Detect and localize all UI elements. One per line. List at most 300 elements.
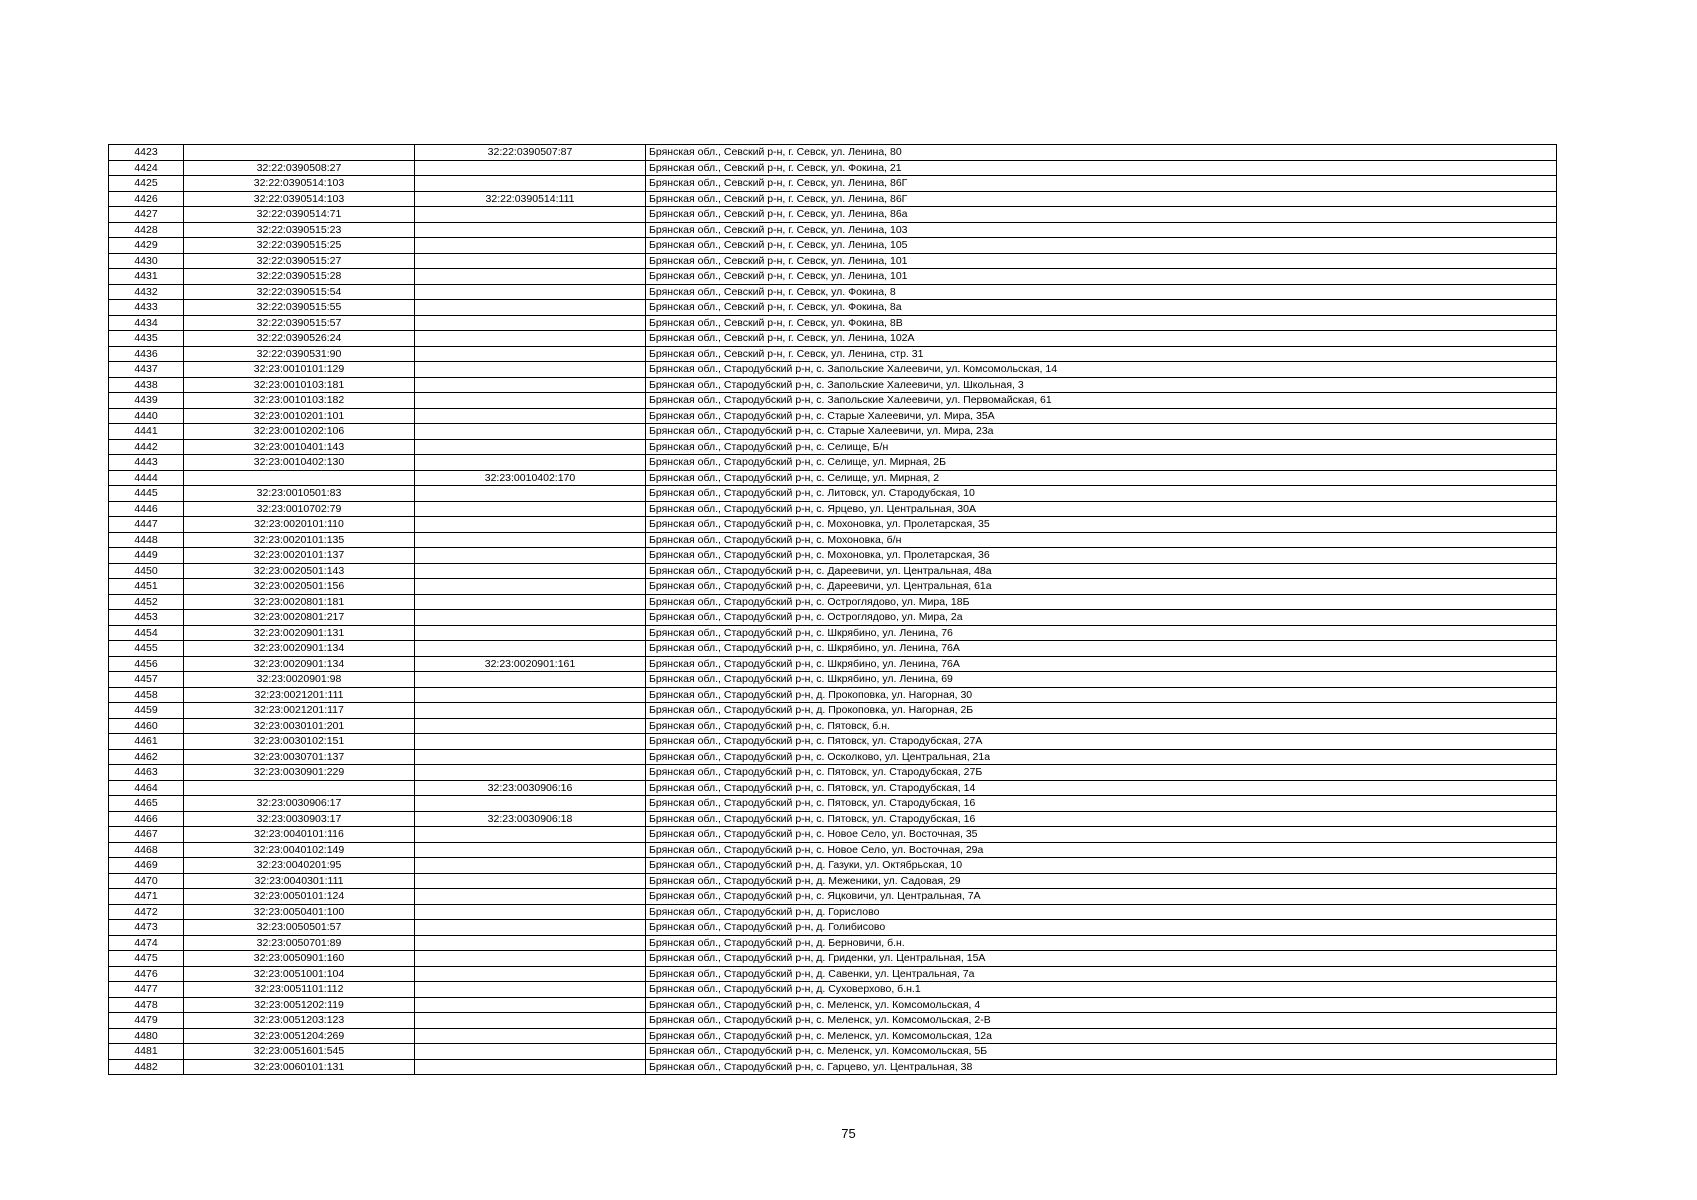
row-number-cell: 4442 xyxy=(109,439,184,455)
table-row xyxy=(109,160,1557,176)
cadastral-number-cell: 32:23:0040301:111 xyxy=(184,873,415,889)
table-row xyxy=(109,873,1557,889)
row-number-cell: 4453 xyxy=(109,610,184,626)
address-cell: Брянская обл., Севский р-н, г. Севск, ул. Ленина, 105 xyxy=(646,238,1557,254)
address-cell: Брянская обл., Стародубский р-н, д. Газуки, ул. Октябрьская, 10 xyxy=(646,858,1557,874)
building-cadastral-number-cell xyxy=(415,563,646,579)
row-number-cell: 4449 xyxy=(109,548,184,564)
table-row xyxy=(109,858,1557,874)
table-row xyxy=(109,672,1557,688)
address-cell: Брянская обл., Стародубский р-н, с. Яцковичи, ул. Центральная, 7А xyxy=(646,889,1557,905)
cadastral-number-cell: 32:23:0010103:181 xyxy=(184,377,415,393)
cadastral-number-cell: 32:22:0390515:55 xyxy=(184,300,415,316)
building-cadastral-number-cell xyxy=(415,672,646,688)
table-row xyxy=(109,842,1557,858)
address-cell: Брянская обл., Стародубский р-н, д. Прокоповка, ул. Нагорная, 2Б xyxy=(646,703,1557,719)
building-cadastral-number-cell xyxy=(415,486,646,502)
building-cadastral-number-cell xyxy=(415,858,646,874)
address-cell: Брянская обл., Стародубский р-н, с. Литовск, ул. Стародубская, 10 xyxy=(646,486,1557,502)
cadastral-number-cell: 32:22:0390508:27 xyxy=(184,160,415,176)
address-cell: Брянская обл., Стародубский р-н, с. Пятовск, ул. Стародубская, 14 xyxy=(646,780,1557,796)
address-cell: Брянская обл., Стародубский р-н, д. Меженики, ул. Садовая, 29 xyxy=(646,873,1557,889)
row-number-cell: 4434 xyxy=(109,315,184,331)
building-cadastral-number-cell xyxy=(415,1059,646,1075)
table-row xyxy=(109,780,1557,796)
address-cell: Брянская обл., Стародубский р-н, с. Пятовск, ул. Стародубская, 27Б xyxy=(646,765,1557,781)
row-number-cell: 4435 xyxy=(109,331,184,347)
row-number-cell: 4477 xyxy=(109,982,184,998)
table-row xyxy=(109,734,1557,750)
building-cadastral-number-cell xyxy=(415,408,646,424)
address-cell: Брянская обл., Стародубский р-н, д. Берновичи, б.н. xyxy=(646,935,1557,951)
address-cell: Брянская обл., Севский р-н, г. Севск, ул. Ленина, 86Г xyxy=(646,191,1557,207)
address-cell: Брянская обл., Стародубский р-н, с. Осколково, ул. Центральная, 21а xyxy=(646,749,1557,765)
row-number-cell: 4475 xyxy=(109,951,184,967)
row-number-cell: 4446 xyxy=(109,501,184,517)
registry-table xyxy=(108,144,1557,1075)
address-cell: Брянская обл., Стародубский р-н, с. Запольские Халеевичи, ул. Школьная, 3 xyxy=(646,377,1557,393)
row-number-cell: 4476 xyxy=(109,966,184,982)
address-cell: Брянская обл., Стародубский р-н, с. Меленск, ул. Комсомольская, 12а xyxy=(646,1028,1557,1044)
row-number-cell: 4480 xyxy=(109,1028,184,1044)
address-cell: Брянская обл., Стародубский р-н, д. Голибисово xyxy=(646,920,1557,936)
row-number-cell: 4481 xyxy=(109,1044,184,1060)
address-cell: Брянская обл., Стародубский р-н, с. Гарцево, ул. Центральная, 38 xyxy=(646,1059,1557,1075)
row-number-cell: 4473 xyxy=(109,920,184,936)
table-row xyxy=(109,1044,1557,1060)
table-row xyxy=(109,455,1557,471)
row-number-cell: 4436 xyxy=(109,346,184,362)
building-cadastral-number-cell xyxy=(415,501,646,517)
building-cadastral-number-cell: 32:22:0390507:87 xyxy=(415,145,646,161)
row-number-cell: 4450 xyxy=(109,563,184,579)
address-cell: Брянская обл., Севский р-н, г. Севск, ул. Ленина, стр. 31 xyxy=(646,346,1557,362)
table-row xyxy=(109,300,1557,316)
address-cell: Брянская обл., Стародубский р-н, с. Остроглядово, ул. Мира, 18Б xyxy=(646,594,1557,610)
row-number-cell: 4433 xyxy=(109,300,184,316)
address-cell: Брянская обл., Севский р-н, г. Севск, ул. Ленина, 80 xyxy=(646,145,1557,161)
building-cadastral-number-cell xyxy=(415,238,646,254)
cadastral-number-cell: 32:23:0051001:104 xyxy=(184,966,415,982)
table-row xyxy=(109,765,1557,781)
address-cell: Брянская обл., Стародубский р-н, с. Меленск, ул. Комсомольская, 5Б xyxy=(646,1044,1557,1060)
cadastral-number-cell: 32:23:0010202:106 xyxy=(184,424,415,440)
table-row xyxy=(109,346,1557,362)
table-row xyxy=(109,982,1557,998)
table-row xyxy=(109,827,1557,843)
row-number-cell: 4468 xyxy=(109,842,184,858)
row-number-cell: 4448 xyxy=(109,532,184,548)
table-row xyxy=(109,501,1557,517)
building-cadastral-number-cell xyxy=(415,1044,646,1060)
row-number-cell: 4458 xyxy=(109,687,184,703)
row-number-cell: 4440 xyxy=(109,408,184,424)
table-row xyxy=(109,362,1557,378)
building-cadastral-number-cell xyxy=(415,827,646,843)
building-cadastral-number-cell xyxy=(415,439,646,455)
table-row xyxy=(109,222,1557,238)
building-cadastral-number-cell xyxy=(415,765,646,781)
cadastral-number-cell: 32:22:0390515:57 xyxy=(184,315,415,331)
address-cell: Брянская обл., Стародубский р-н, с. Шкрябино, ул. Ленина, 69 xyxy=(646,672,1557,688)
cadastral-number-cell: 32:23:0051202:119 xyxy=(184,997,415,1013)
cadastral-number-cell: 32:23:0010402:130 xyxy=(184,455,415,471)
table-row xyxy=(109,687,1557,703)
address-cell: Брянская обл., Стародубский р-н, д. Горислово xyxy=(646,904,1557,920)
address-cell: Брянская обл., Стародубский р-н, с. Пятовск, б.н. xyxy=(646,718,1557,734)
table-row xyxy=(109,470,1557,486)
building-cadastral-number-cell xyxy=(415,455,646,471)
row-number-cell: 4438 xyxy=(109,377,184,393)
row-number-cell: 4432 xyxy=(109,284,184,300)
address-cell: Брянская обл., Стародубский р-н, с. Дареевичи, ул. Центральная, 61а xyxy=(646,579,1557,595)
building-cadastral-number-cell xyxy=(415,393,646,409)
address-cell: Брянская обл., Стародубский р-н, с. Остроглядово, ул. Мира, 2а xyxy=(646,610,1557,626)
building-cadastral-number-cell xyxy=(415,687,646,703)
building-cadastral-number-cell xyxy=(415,160,646,176)
cadastral-number-cell: 32:23:0030102:151 xyxy=(184,734,415,750)
building-cadastral-number-cell xyxy=(415,222,646,238)
building-cadastral-number-cell: 32:22:0390514:111 xyxy=(415,191,646,207)
cadastral-number-cell: 32:23:0010702:79 xyxy=(184,501,415,517)
table-row xyxy=(109,920,1557,936)
building-cadastral-number-cell xyxy=(415,253,646,269)
cadastral-number-cell: 32:23:0020801:181 xyxy=(184,594,415,610)
address-cell: Брянская обл., Стародубский р-н, с. Старые Халеевичи, ул. Мира, 23а xyxy=(646,424,1557,440)
row-number-cell: 4460 xyxy=(109,718,184,734)
address-cell: Брянская обл., Стародубский р-н, с. Шкрябино, ул. Ленина, 76 xyxy=(646,625,1557,641)
address-cell: Брянская обл., Стародубский р-н, с. Новое Село, ул. Восточная, 35 xyxy=(646,827,1557,843)
address-cell: Брянская обл., Севский р-н, г. Севск, ул. Ленина, 101 xyxy=(646,269,1557,285)
cadastral-number-cell: 32:22:0390515:25 xyxy=(184,238,415,254)
cadastral-number-cell: 32:23:0050901:160 xyxy=(184,951,415,967)
page-number: 75 xyxy=(841,1126,856,1141)
building-cadastral-number-cell xyxy=(415,548,646,564)
table-row xyxy=(109,1028,1557,1044)
building-cadastral-number-cell xyxy=(415,176,646,192)
table-row xyxy=(109,532,1557,548)
table-row xyxy=(109,253,1557,269)
table-row xyxy=(109,703,1557,719)
row-number-cell: 4472 xyxy=(109,904,184,920)
cadastral-number-cell: 32:22:0390531:90 xyxy=(184,346,415,362)
building-cadastral-number-cell xyxy=(415,269,646,285)
row-number-cell: 4463 xyxy=(109,765,184,781)
table-row xyxy=(109,951,1557,967)
cadastral-number-cell: 32:23:0020901:131 xyxy=(184,625,415,641)
cadastral-number-cell: 32:23:0010101:129 xyxy=(184,362,415,378)
row-number-cell: 4447 xyxy=(109,517,184,533)
cadastral-number-cell: 32:22:0390514:103 xyxy=(184,176,415,192)
address-cell: Брянская обл., Стародубский р-н, с. Меленск, ул. Комсомольская, 4 xyxy=(646,997,1557,1013)
cadastral-number-cell: 32:23:0051101:112 xyxy=(184,982,415,998)
table-row xyxy=(109,641,1557,657)
cadastral-number-cell: 32:23:0030903:17 xyxy=(184,811,415,827)
building-cadastral-number-cell xyxy=(415,641,646,657)
building-cadastral-number-cell xyxy=(415,579,646,595)
table-row xyxy=(109,269,1557,285)
cadastral-number-cell: 32:22:0390514:71 xyxy=(184,207,415,223)
table-row xyxy=(109,548,1557,564)
table-row xyxy=(109,207,1557,223)
table-row xyxy=(109,176,1557,192)
building-cadastral-number-cell xyxy=(415,966,646,982)
building-cadastral-number-cell xyxy=(415,346,646,362)
building-cadastral-number-cell xyxy=(415,796,646,812)
address-cell: Брянская обл., Севский р-н, г. Севск, ул. Ленина, 103 xyxy=(646,222,1557,238)
cadastral-number-cell: 32:22:0390515:28 xyxy=(184,269,415,285)
table-row xyxy=(109,145,1557,161)
row-number-cell: 4459 xyxy=(109,703,184,719)
address-cell: Брянская обл., Севский р-н, г. Севск, ул. Фокина, 8 xyxy=(646,284,1557,300)
cadastral-number-cell: 32:22:0390515:23 xyxy=(184,222,415,238)
table-row xyxy=(109,579,1557,595)
building-cadastral-number-cell xyxy=(415,1028,646,1044)
cadastral-number-cell: 32:23:0050701:89 xyxy=(184,935,415,951)
building-cadastral-number-cell xyxy=(415,951,646,967)
row-number-cell: 4482 xyxy=(109,1059,184,1075)
cadastral-number-cell: 32:22:0390526:24 xyxy=(184,331,415,347)
cadastral-number-cell: 32:23:0040102:149 xyxy=(184,842,415,858)
address-cell: Брянская обл., Стародубский р-н, д. Прокоповка, ул. Нагорная, 30 xyxy=(646,687,1557,703)
table-row xyxy=(109,331,1557,347)
cadastral-number-cell: 32:23:0020901:134 xyxy=(184,656,415,672)
row-number-cell: 4441 xyxy=(109,424,184,440)
cadastral-number-cell: 32:23:0020101:135 xyxy=(184,532,415,548)
address-cell: Брянская обл., Стародубский р-н, д. Гриденки, ул. Центральная, 15А xyxy=(646,951,1557,967)
cadastral-number-cell: 32:23:0010201:101 xyxy=(184,408,415,424)
building-cadastral-number-cell: 32:23:0020901:161 xyxy=(415,656,646,672)
building-cadastral-number-cell xyxy=(415,362,646,378)
table-row xyxy=(109,796,1557,812)
address-cell: Брянская обл., Стародубский р-н, с. Меленск, ул. Комсомольская, 2-В xyxy=(646,1013,1557,1029)
cadastral-number-cell: 32:23:0020101:110 xyxy=(184,517,415,533)
row-number-cell: 4427 xyxy=(109,207,184,223)
table-row xyxy=(109,610,1557,626)
table-row xyxy=(109,594,1557,610)
row-number-cell: 4424 xyxy=(109,160,184,176)
address-cell: Брянская обл., Стародубский р-н, д. Савенки, ул. Центральная, 7а xyxy=(646,966,1557,982)
table-row xyxy=(109,486,1557,502)
row-number-cell: 4467 xyxy=(109,827,184,843)
cadastral-number-cell: 32:23:0020501:156 xyxy=(184,579,415,595)
building-cadastral-number-cell xyxy=(415,377,646,393)
row-number-cell: 4471 xyxy=(109,889,184,905)
table-row xyxy=(109,656,1557,672)
cadastral-number-cell: 32:23:0051204:269 xyxy=(184,1028,415,1044)
table-row xyxy=(109,377,1557,393)
table-row xyxy=(109,439,1557,455)
building-cadastral-number-cell xyxy=(415,300,646,316)
table-row xyxy=(109,284,1557,300)
address-cell: Брянская обл., Севский р-н, г. Севск, ул. Фокина, 8а xyxy=(646,300,1557,316)
building-cadastral-number-cell xyxy=(415,207,646,223)
cadastral-number-cell: 32:22:0390514:103 xyxy=(184,191,415,207)
cadastral-number-cell: 32:23:0030701:137 xyxy=(184,749,415,765)
row-number-cell: 4428 xyxy=(109,222,184,238)
address-cell: Брянская обл., Севский р-н, г. Севск, ул. Ленина, 86Г xyxy=(646,176,1557,192)
cadastral-number-cell xyxy=(184,145,415,161)
address-cell: Брянская обл., Стародубский р-н, с. Запольские Халеевичи, ул. Первомайская, 61 xyxy=(646,393,1557,409)
cadastral-number-cell: 32:23:0030901:229 xyxy=(184,765,415,781)
row-number-cell: 4431 xyxy=(109,269,184,285)
cadastral-number-cell: 32:23:0040101:116 xyxy=(184,827,415,843)
address-cell: Брянская обл., Севский р-н, г. Севск, ул. Ленина, 101 xyxy=(646,253,1557,269)
address-cell: Брянская обл., Стародубский р-н, с. Селище, Б/н xyxy=(646,439,1557,455)
building-cadastral-number-cell xyxy=(415,625,646,641)
address-cell: Брянская обл., Стародубский р-н, с. Шкрябино, ул. Ленина, 76А xyxy=(646,641,1557,657)
row-number-cell: 4457 xyxy=(109,672,184,688)
row-number-cell: 4455 xyxy=(109,641,184,657)
building-cadastral-number-cell xyxy=(415,517,646,533)
row-number-cell: 4445 xyxy=(109,486,184,502)
address-cell: Брянская обл., Севский р-н, г. Севск, ул. Ленина, 86а xyxy=(646,207,1557,223)
table-row xyxy=(109,315,1557,331)
row-number-cell: 4474 xyxy=(109,935,184,951)
cadastral-number-cell xyxy=(184,780,415,796)
cadastral-number-cell: 32:23:0010401:143 xyxy=(184,439,415,455)
building-cadastral-number-cell xyxy=(415,842,646,858)
address-cell: Брянская обл., Стародубский р-н, с. Селище, ул. Мирная, 2Б xyxy=(646,455,1557,471)
cadastral-number-cell: 32:23:0051601:545 xyxy=(184,1044,415,1060)
cadastral-number-cell: 32:23:0060101:131 xyxy=(184,1059,415,1075)
cadastral-number-cell: 32:23:0030101:201 xyxy=(184,718,415,734)
building-cadastral-number-cell: 32:23:0030906:18 xyxy=(415,811,646,827)
address-cell: Брянская обл., Стародубский р-н, с. Пятовск, ул. Стародубская, 16 xyxy=(646,811,1557,827)
address-cell: Брянская обл., Стародубский р-н, с. Новое Село, ул. Восточная, 29а xyxy=(646,842,1557,858)
building-cadastral-number-cell xyxy=(415,718,646,734)
table-row xyxy=(109,997,1557,1013)
row-number-cell: 4443 xyxy=(109,455,184,471)
cadastral-number-cell: 32:23:0010501:83 xyxy=(184,486,415,502)
row-number-cell: 4464 xyxy=(109,780,184,796)
row-number-cell: 4452 xyxy=(109,594,184,610)
table-row xyxy=(109,191,1557,207)
building-cadastral-number-cell xyxy=(415,610,646,626)
address-cell: Брянская обл., Стародубский р-н, с. Ярцево, ул. Центральная, 30А xyxy=(646,501,1557,517)
cadastral-number-cell: 32:23:0050101:124 xyxy=(184,889,415,905)
address-cell: Брянская обл., Стародубский р-н, с. Шкрябино, ул. Ленина, 76А xyxy=(646,656,1557,672)
row-number-cell: 4429 xyxy=(109,238,184,254)
building-cadastral-number-cell xyxy=(415,284,646,300)
building-cadastral-number-cell xyxy=(415,1013,646,1029)
address-cell: Брянская обл., Стародубский р-н, с. Мохоновка, ул. Пролетарская, 35 xyxy=(646,517,1557,533)
address-cell: Брянская обл., Севский р-н, г. Севск, ул. Ленина, 102А xyxy=(646,331,1557,347)
address-cell: Брянская обл., Стародубский р-н, с. Мохоновка, б/н xyxy=(646,532,1557,548)
table-row xyxy=(109,393,1557,409)
building-cadastral-number-cell xyxy=(415,889,646,905)
cadastral-number-cell: 32:22:0390515:27 xyxy=(184,253,415,269)
row-number-cell: 4444 xyxy=(109,470,184,486)
cadastral-number-cell: 32:23:0051203:123 xyxy=(184,1013,415,1029)
cadastral-number-cell: 32:23:0020501:143 xyxy=(184,563,415,579)
row-number-cell: 4470 xyxy=(109,873,184,889)
table-row xyxy=(109,408,1557,424)
building-cadastral-number-cell xyxy=(415,532,646,548)
table-row xyxy=(109,718,1557,734)
address-cell: Брянская обл., Стародубский р-н, с. Пятовск, ул. Стародубская, 27А xyxy=(646,734,1557,750)
table-row xyxy=(109,935,1557,951)
building-cadastral-number-cell xyxy=(415,594,646,610)
address-cell: Брянская обл., Стародубский р-н, с. Запольские Халеевичи, ул. Комсомольская, 14 xyxy=(646,362,1557,378)
table-row xyxy=(109,1013,1557,1029)
row-number-cell: 4430 xyxy=(109,253,184,269)
building-cadastral-number-cell xyxy=(415,997,646,1013)
building-cadastral-number-cell xyxy=(415,904,646,920)
table-row xyxy=(109,811,1557,827)
address-cell: Брянская обл., Стародубский р-н, с. Мохоновка, ул. Пролетарская, 36 xyxy=(646,548,1557,564)
building-cadastral-number-cell xyxy=(415,734,646,750)
building-cadastral-number-cell: 32:23:0010402:170 xyxy=(415,470,646,486)
cadastral-number-cell: 32:23:0021201:111 xyxy=(184,687,415,703)
cadastral-number-cell: 32:23:0020101:137 xyxy=(184,548,415,564)
building-cadastral-number-cell xyxy=(415,935,646,951)
row-number-cell: 4451 xyxy=(109,579,184,595)
row-number-cell: 4469 xyxy=(109,858,184,874)
table-row xyxy=(109,1059,1557,1075)
row-number-cell: 4462 xyxy=(109,749,184,765)
cadastral-number-cell: 32:23:0020901:134 xyxy=(184,641,415,657)
table-row xyxy=(109,625,1557,641)
building-cadastral-number-cell: 32:23:0030906:16 xyxy=(415,780,646,796)
table-row xyxy=(109,424,1557,440)
address-cell: Брянская обл., Стародубский р-н, д. Суховерхово, б.н.1 xyxy=(646,982,1557,998)
cadastral-number-cell: 32:23:0010103:182 xyxy=(184,393,415,409)
table-row xyxy=(109,966,1557,982)
address-cell: Брянская обл., Севский р-н, г. Севск, ул. Фокина, 8В xyxy=(646,315,1557,331)
address-cell: Брянская обл., Стародубский р-н, с. Старые Халеевичи, ул. Мира, 35А xyxy=(646,408,1557,424)
row-number-cell: 4425 xyxy=(109,176,184,192)
cadastral-number-cell: 32:23:0030906:17 xyxy=(184,796,415,812)
row-number-cell: 4456 xyxy=(109,656,184,672)
row-number-cell: 4465 xyxy=(109,796,184,812)
cadastral-number-cell: 32:23:0021201:117 xyxy=(184,703,415,719)
row-number-cell: 4479 xyxy=(109,1013,184,1029)
address-cell: Брянская обл., Стародубский р-н, с. Дареевичи, ул. Центральная, 48а xyxy=(646,563,1557,579)
table-row xyxy=(109,904,1557,920)
building-cadastral-number-cell xyxy=(415,873,646,889)
cadastral-number-cell: 32:23:0020801:217 xyxy=(184,610,415,626)
cadastral-number-cell: 32:22:0390515:54 xyxy=(184,284,415,300)
row-number-cell: 4454 xyxy=(109,625,184,641)
cadastral-number-cell: 32:23:0050501:57 xyxy=(184,920,415,936)
building-cadastral-number-cell xyxy=(415,920,646,936)
cadastral-number-cell: 32:23:0050401:100 xyxy=(184,904,415,920)
row-number-cell: 4423 xyxy=(109,145,184,161)
building-cadastral-number-cell xyxy=(415,424,646,440)
address-cell: Брянская обл., Стародубский р-н, с. Селище, ул. Мирная, 2 xyxy=(646,470,1557,486)
row-number-cell: 4426 xyxy=(109,191,184,207)
address-cell: Брянская обл., Стародубский р-н, с. Пятовск, ул. Стародубская, 16 xyxy=(646,796,1557,812)
cadastral-number-cell: 32:23:0020901:98 xyxy=(184,672,415,688)
row-number-cell: 4466 xyxy=(109,811,184,827)
address-cell: Брянская обл., Севский р-н, г. Севск, ул. Фокина, 21 xyxy=(646,160,1557,176)
building-cadastral-number-cell xyxy=(415,703,646,719)
table-row xyxy=(109,517,1557,533)
table-row xyxy=(109,238,1557,254)
row-number-cell: 4439 xyxy=(109,393,184,409)
building-cadastral-number-cell xyxy=(415,331,646,347)
row-number-cell: 4461 xyxy=(109,734,184,750)
building-cadastral-number-cell xyxy=(415,315,646,331)
row-number-cell: 4478 xyxy=(109,997,184,1013)
table-row xyxy=(109,563,1557,579)
row-number-cell: 4437 xyxy=(109,362,184,378)
table-row xyxy=(109,889,1557,905)
cadastral-number-cell xyxy=(184,470,415,486)
registry-table-body xyxy=(109,145,1557,1075)
cadastral-number-cell: 32:23:0040201:95 xyxy=(184,858,415,874)
